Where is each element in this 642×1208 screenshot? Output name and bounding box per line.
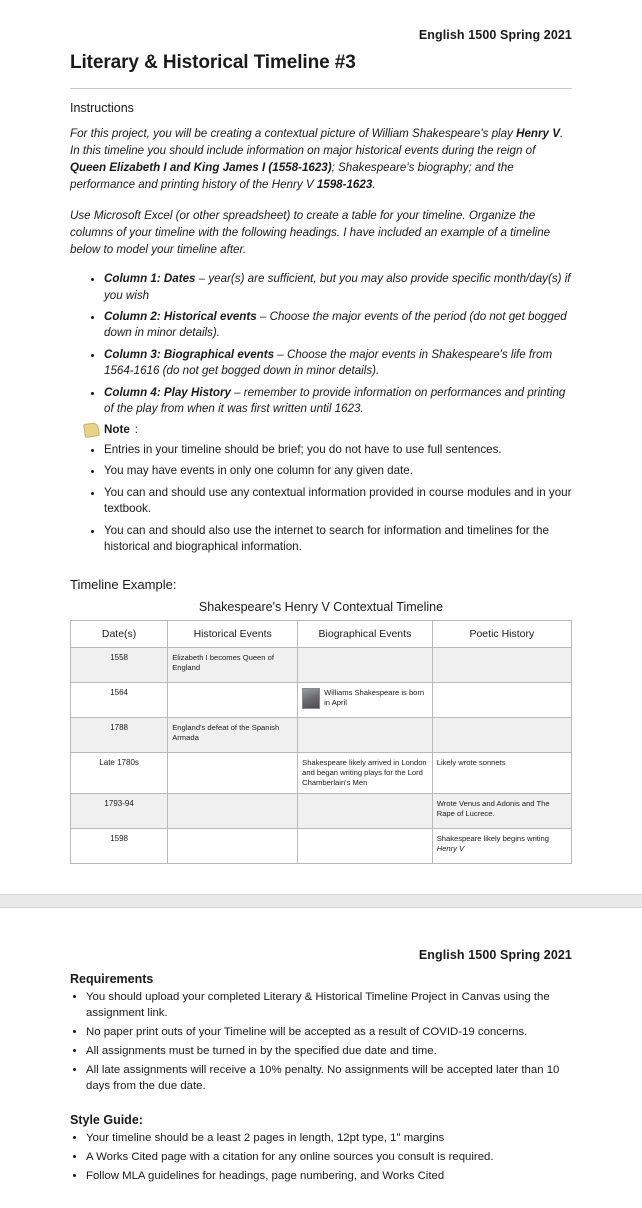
column-3-label: Column 3: Biographical events — [104, 347, 275, 361]
cell-historical — [168, 794, 298, 829]
column-4-text: – remember to provide information on performances and printing of the play from when it was first written until 1623. — [104, 385, 566, 416]
column-header-dates: Date(s) — [71, 621, 168, 648]
requirements-list — [70, 990, 572, 1095]
list-item: • Your timeline should be a least 2 pages in length, 12pt type, 1" margins — [86, 1131, 572, 1147]
para1-part-e: ; Shakespeare's biography; and the performance and printing history of the Henry V — [70, 161, 514, 192]
column-3-text: – Choose the major events in Shakespeare's life from 1564-1616 (do not get bogged down in minor details). — [104, 347, 553, 378]
table-row — [71, 794, 572, 829]
table-row — [71, 753, 572, 794]
list-item: • A Works Cited page with a citation for any online sources you consult is required. — [86, 1150, 572, 1166]
list-item — [104, 309, 572, 342]
cell-historical — [168, 683, 298, 718]
para1-part-c: . In this timeline you should include information on major historical events during the reign of — [70, 127, 564, 158]
table-row — [71, 648, 572, 683]
timeline-example-label: Timeline Example: — [70, 577, 177, 593]
instructions-paragraph-2: Use Microsoft Excel (or other spreadsheet) to create a table for your timeline. Organize the columns of your timeline with the following headings. I have included an example of a timeline below to model your timeline after. — [70, 208, 551, 256]
cell-historical: Elizabeth I becomes Queen of England — [168, 648, 298, 683]
list-item: • No paper print outs of your Timeline will be accepted as a result of COVID-19 concerns. — [86, 1025, 572, 1041]
column-header-biographical: Biographical Events — [298, 621, 433, 648]
list-item: • Entries in your timeline should be brief; you do not have to use full sentences. — [104, 442, 572, 458]
cell-biographical — [298, 648, 433, 683]
cell-poetic: Likely wrote sonnets — [432, 753, 571, 794]
cell-date: 1564 — [71, 683, 168, 718]
column-header-poetic: Poetic History — [432, 621, 571, 648]
cell-poetic: Wrote Venus and Adonis and The Rape of Lucrece. — [432, 794, 571, 829]
biographical-cell-content — [302, 688, 428, 709]
timeline-table-title: Shakespeare's Henry V Contextual Timeline — [198, 600, 444, 615]
para1-part-g: . — [372, 178, 376, 192]
cell-poetic — [432, 648, 571, 683]
list-item: • You can and should use any contextual information provided in course modules and in your textbook. — [104, 485, 572, 518]
list-item — [104, 271, 572, 304]
cell-poetic — [432, 829, 571, 864]
course-header: English 1500 Spring 2021 — [418, 28, 572, 42]
column-1-text: – year(s) are sufficient, but you may also provide specific month/day(s) if you wish — [104, 272, 571, 302]
list-item: • Follow MLA guidelines for headings, page numbering, and Works Cited — [86, 1169, 572, 1185]
cell-biographical — [298, 718, 433, 753]
cell-historical — [168, 753, 298, 794]
requirements-title: Requirements — [70, 972, 154, 987]
list-item: • You should upload your completed Literary & Historical Timeline Project in Canvas using the assignment link. — [86, 990, 572, 1022]
para1-years: 1598-1623 — [316, 178, 373, 192]
column-1-label: Column 1: Dates — [104, 272, 196, 286]
cell-date: 1598 — [71, 829, 168, 864]
cell-biographical — [298, 794, 433, 829]
notes-list — [70, 442, 572, 556]
cell-date: 1558 — [71, 648, 168, 683]
table-row — [71, 829, 572, 864]
cell-historical — [168, 829, 298, 864]
column-2-text: – Choose the major events of the period (do not get bogged down in minor details). — [104, 310, 567, 340]
instructions-label: Instructions — [70, 101, 134, 115]
table-header-row — [71, 621, 572, 648]
instructions-paragraph-1 — [70, 125, 572, 194]
title-divider — [70, 88, 572, 89]
table-row — [71, 718, 572, 753]
cell-poetic — [432, 683, 571, 718]
note-label: Note — [104, 423, 130, 437]
page-separator — [0, 894, 642, 908]
shakespeare-portrait-icon — [302, 688, 320, 709]
cell-historical: England's defeat of the Spanish Armada — [168, 718, 298, 753]
cell-biographical — [298, 683, 433, 718]
cell-biographical-text: Williams Shakespeare is born in April — [324, 688, 425, 708]
style-guide-list — [70, 1131, 572, 1185]
note-colon: : — [134, 423, 138, 437]
list-item: • You may have events in only one column for any given date. — [104, 463, 572, 479]
page-title: Literary & Historical Timeline #3 — [70, 52, 356, 73]
timeline-example-table — [70, 620, 572, 864]
cell-poetic — [432, 718, 571, 753]
table-row — [71, 683, 572, 718]
document-page-2 — [0, 908, 642, 1208]
course-header-page2: English 1500 Spring 2021 — [418, 948, 572, 963]
column-4-label: Column 4: Play History — [104, 385, 231, 399]
cell-date: Late 1780s — [71, 753, 168, 794]
column-requirements-list — [70, 271, 572, 418]
list-item: • You can and should also use the internet to search for information and timelines for the historical and biographical information. — [104, 523, 572, 556]
note-heading — [84, 423, 572, 437]
cell-date: 1793-94 — [71, 794, 168, 829]
para1-part-a: For this project, you will be creating a contextual picture of William Shakespeare's play — [70, 127, 517, 140]
column-header-historical: Historical Events — [168, 621, 298, 648]
style-guide-title: Style Guide: — [70, 1112, 143, 1127]
cell-poetic-title: Henry V — [436, 843, 465, 853]
cell-poetic-text: Shakespeare likely begins writing — [436, 834, 549, 844]
column-2-label: Column 2: Historical events — [104, 310, 257, 323]
cell-biographical: Shakespeare likely arrived in London and began writing plays for the Lord Chamberlain's Men — [298, 753, 433, 794]
para1-monarchs: Queen Elizabeth I and King James I (1558-1623) — [70, 161, 332, 175]
list-item — [104, 347, 572, 380]
list-item — [104, 385, 572, 418]
cell-biographical — [298, 829, 433, 864]
list-item: • All assignments must be turned in by the specified due date and time. — [86, 1044, 572, 1060]
sticky-note-icon — [83, 422, 100, 438]
list-item: • All late assignments will receive a 10% penalty. No assignments will be accepted later than 10 days from the due date. — [86, 1063, 572, 1095]
para1-henry-v: Henry V — [516, 127, 560, 140]
cell-date: 1788 — [71, 718, 168, 753]
